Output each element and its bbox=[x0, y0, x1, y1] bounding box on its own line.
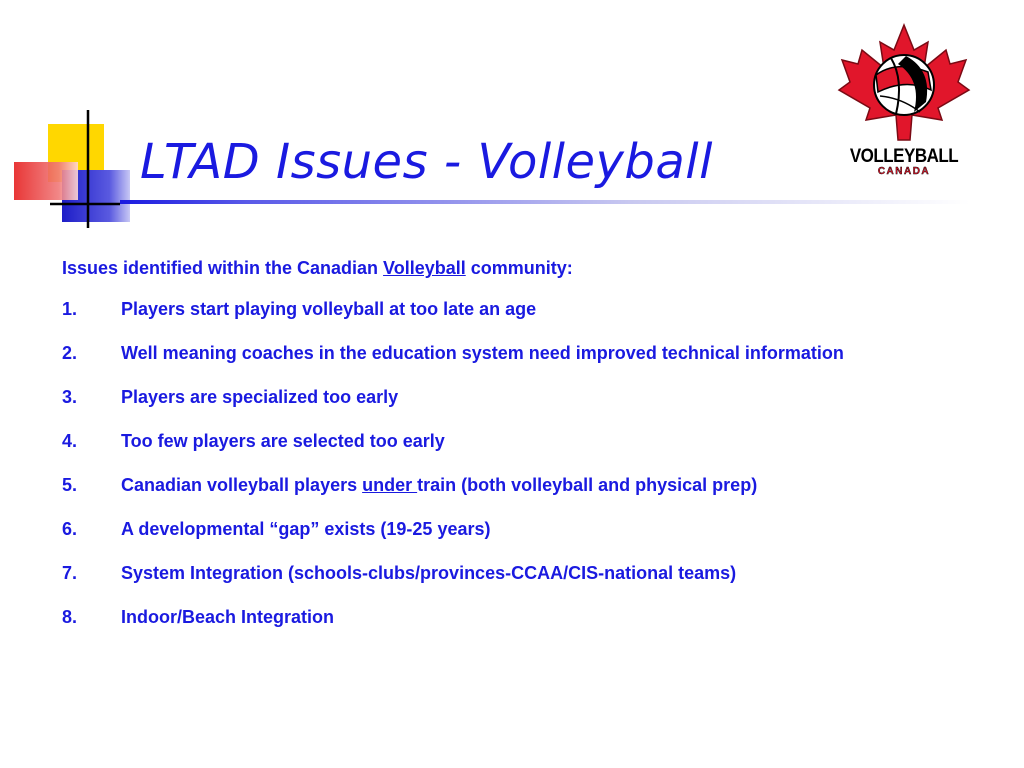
item-number: 3. bbox=[62, 387, 78, 407]
item-text: Players start playing volleyball at too late an age bbox=[121, 299, 537, 319]
intro-text: Issues identified within the Canadian bbox=[62, 258, 384, 278]
item-number: 8. bbox=[62, 607, 78, 627]
item-text-end: train (both volleyball and physical prep) bbox=[417, 475, 758, 495]
item-text: A developmental “gap” exists (19-25 years) bbox=[121, 519, 491, 539]
list-item bbox=[62, 599, 962, 636]
volleyball-canada-logo bbox=[836, 20, 972, 185]
red-square bbox=[14, 162, 78, 200]
logo-volleyball-text: VOLLEYBALL bbox=[849, 144, 959, 167]
issues-list bbox=[62, 291, 962, 636]
item-number: 5. bbox=[62, 475, 78, 495]
logo-canada-text: CANADA bbox=[877, 166, 931, 177]
title-underline bbox=[120, 200, 970, 204]
item-number: 2. bbox=[62, 343, 78, 363]
list-item bbox=[62, 555, 962, 592]
item-text: Too few players are selected too early bbox=[121, 431, 445, 451]
item-text: Players are specialized too early bbox=[121, 387, 399, 407]
item-text: Well meaning coaches in the education system need improved technical information bbox=[121, 343, 844, 363]
item-text: System Integration (schools-clubs/provinces-CCAA/CIS-national teams) bbox=[121, 563, 737, 583]
item-number: 6. bbox=[62, 519, 78, 539]
list-item bbox=[62, 379, 962, 416]
item-text-underlined: under bbox=[362, 475, 418, 495]
intro-line bbox=[62, 255, 962, 281]
volleyball-link[interactable]: Volleyball bbox=[383, 258, 466, 278]
item-number: 1. bbox=[62, 299, 78, 319]
item-text bbox=[121, 467, 962, 504]
list-item bbox=[62, 335, 962, 372]
list-item bbox=[62, 511, 962, 548]
item-text-start: Canadian volleyball players bbox=[121, 475, 363, 495]
item-number: 4. bbox=[62, 431, 78, 451]
list-item bbox=[62, 467, 962, 504]
maple-leaf-ball-icon bbox=[836, 20, 972, 145]
intro-text-end: community: bbox=[465, 258, 573, 278]
item-number: 7. bbox=[62, 563, 78, 583]
slide-body bbox=[62, 255, 962, 643]
list-item bbox=[62, 291, 962, 328]
slide-title: LTAD Issues - Volleyball bbox=[140, 134, 713, 190]
item-text: Indoor/Beach Integration bbox=[121, 607, 335, 627]
list-item bbox=[62, 423, 962, 460]
